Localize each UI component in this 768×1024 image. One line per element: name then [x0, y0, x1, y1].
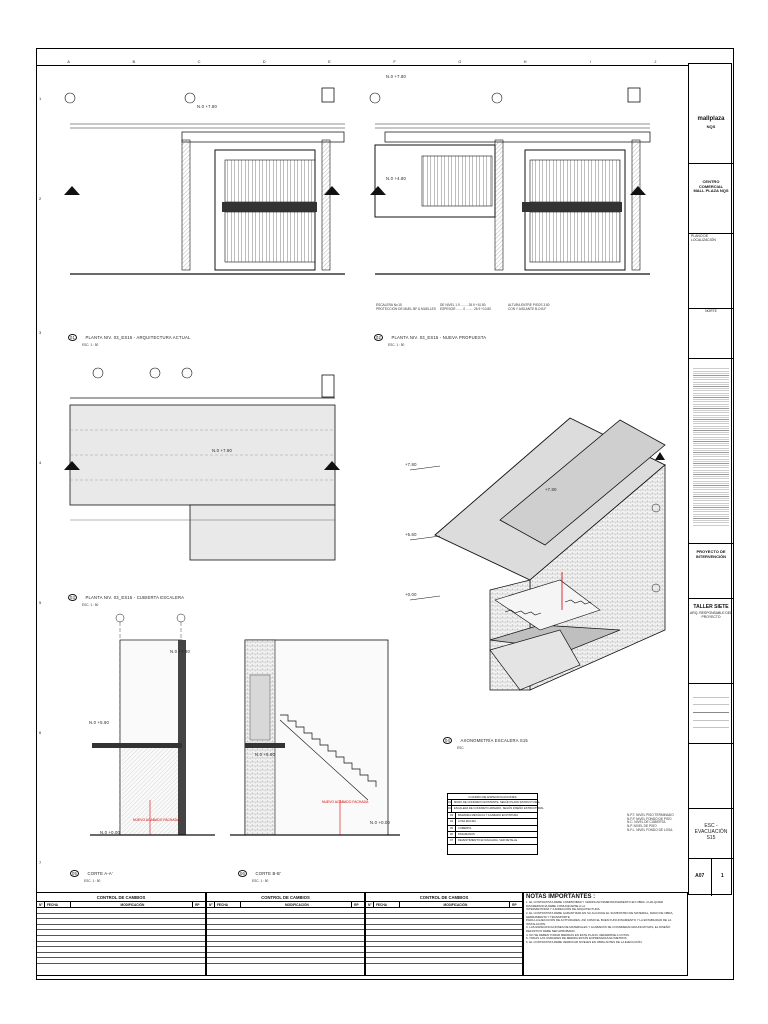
view-scale: ESC. 1 : 50: [388, 343, 405, 347]
view-number: 06: [240, 871, 246, 876]
table-title: CONTROL DE CAMBIOS: [37, 893, 205, 902]
legend-note: ALTURA ENTRE PISOS 3.80: [508, 303, 550, 307]
view-title: AXONOMETRÍA ESCALERA S15: [460, 738, 528, 743]
grid-row-label: 4: [39, 460, 42, 465]
sheet-title: ESC - EVACUACIÓN S15: [694, 823, 728, 841]
firm-name: TALLER SIETE: [693, 604, 729, 610]
view-scale: ESC.: [457, 746, 465, 750]
table-header: N° FECHA MODIFICACIÓN RP: [207, 902, 364, 908]
section-label: PROYECTO DE INTERVENCIÓN: [695, 549, 727, 559]
note-line: PARA LA EJECUCIÓN DE ACTIVIDADES, ASÍ COMO EL BUEN FUNCIONAMIENTO Y LA ESTABILIDAD DE LA INSTALACIÓN.: [526, 918, 672, 926]
level-tag: +7.80: [405, 462, 417, 467]
red-annotation: NUEVO ACABADO FACHADA: [322, 800, 369, 804]
signatures-cell: [689, 684, 733, 744]
table-title: CONTROL DE CAMBIOS: [207, 893, 364, 902]
table-row: 07 REVESTIMIENTO EN FACHADA, VER DETALLE: [448, 838, 537, 844]
grid-col-label: A: [67, 59, 70, 64]
level-tag: N.0 +0.00: [370, 820, 391, 825]
view-title: PLANTA NIV. 03_ES15 - NUEVA PROPUESTA: [391, 335, 487, 340]
table-row: 01 MURO DE CONCRETO EXISTENTE, SEGÚN PLANO ESTRUCTURAL: [448, 800, 537, 806]
view-title: CORTE A-A': [87, 871, 113, 876]
table-row: 03 BARANDA METÁLICA Y ACABADO EN PINTURA: [448, 813, 537, 819]
view-title: PLANTA NIV. 03_ES15 - ARQUITECTURA ACTUAL: [85, 335, 191, 340]
sheet-number-cell: [689, 859, 733, 896]
grid-col-label: H: [523, 59, 527, 64]
section-cell: [689, 544, 733, 599]
grid-row-label: 7: [39, 860, 42, 865]
project-name: CENTRO COMERCIAL MALL PLAZA NQS: [693, 179, 729, 194]
table-row: 06 PASAMANOS: [448, 832, 537, 838]
north-label: NORTE: [705, 309, 717, 313]
table-title: CUADRO DE ESPECIFICACIONES: [448, 794, 537, 800]
abbreviation: N.F.P. NIVEL FONDO DE PISO: [627, 816, 672, 821]
view-title-plan-nueva: [374, 326, 486, 348]
view-title-plan-cubierta: [68, 586, 184, 608]
brand-sub: NQS: [706, 124, 716, 129]
view-scale: ESC. 1 : 50: [82, 343, 99, 347]
grid-col-label: E: [328, 59, 331, 64]
change-control-table: [365, 892, 523, 976]
abbreviation: N.P. NIVEL DE PISO: [627, 824, 657, 829]
note-line: INTERVENTORÍA Y A DIRECCIÓN DE ARQUITECTURA.: [526, 907, 601, 912]
project-cell: [689, 164, 733, 234]
sheet-title-cell: [689, 809, 733, 859]
grid-row-label: 6: [39, 730, 42, 735]
axonometria: [410, 418, 665, 690]
important-notes: [523, 892, 688, 976]
view-scale: ESC. 1 : 50: [252, 879, 269, 883]
abbreviation: N.F.L. NIVEL FONDO DE LOSA: [627, 827, 673, 832]
title-block: [688, 63, 732, 895]
abbreviations-list: [627, 814, 685, 832]
view-number: 02: [376, 335, 382, 340]
level-tag: +7.80: [545, 487, 557, 492]
view-title-axonometria: [443, 729, 528, 751]
table-header: N° FECHA MODIFICACIÓN RP: [366, 902, 522, 908]
level-tag: N.0 +4.80: [386, 176, 407, 181]
note-line: 4. NO SE DEBEN TOMAR MEDIDAS EN ESTE PLANO, REFERIRSE A COTAS.: [526, 932, 630, 937]
note-line: 1. EL CONTRATISTA DEBE COMPROBAR Y VERIFICAR DIMENSIONAMIENTO EN OBRA. CUALQUIER DISCREPANCIA DEBE COMUNICARSE A LA: [526, 900, 664, 908]
revision-number: 1: [720, 873, 724, 879]
table-header: N° FECHA MODIFICACIÓN RP: [37, 902, 205, 908]
abbreviation: N.C. NIVEL DE CUBIERTA: [627, 820, 666, 825]
view-number: 05: [72, 871, 78, 876]
plan-actual: [64, 88, 345, 274]
red-annotation: NUEVO ACABADO FACHADA: [133, 818, 180, 822]
grid-col-label: I: [589, 59, 591, 64]
view-scale: ESC. 1 : 50: [82, 603, 99, 607]
level-tag: N.0 +5.60: [89, 720, 110, 725]
level-tag: N.0 +5.60: [255, 752, 276, 757]
corte-b: [230, 640, 400, 835]
level-tag: +0.00: [405, 592, 417, 597]
view-number: 04: [445, 738, 451, 743]
note-line: 6. EL CONTRATISTA DEBE VERIFICAR NIVELES EN OBRA ANTES DE LA EJECUCIÓN.: [526, 939, 643, 944]
note-line: 5. TODAS LAS UNIDADES DE MEDIDA ESTÁN EXPRESADAS EN METROS.: [526, 936, 628, 941]
view-title-corte-a: [70, 862, 113, 884]
table-row: 04 LOSA MACIZA: [448, 819, 537, 825]
change-control-table: [206, 892, 365, 976]
firm-cell: [689, 599, 733, 684]
location-label: PLANO DE LOCALIZACIÓN: [691, 234, 716, 243]
blank-cell: [689, 744, 733, 809]
firm-sub: ARQ. RESPONSABLE DEL PROYECTO: [689, 610, 733, 619]
note-line: 3. LAS ESPECIFICACIONES DE MATERIALES Y ACABADOS SE CONSIDERAN ENUNCIATIVAS, EL DISEÑO DEFINITIVO DEBE SER APROBADO.: [526, 925, 671, 933]
specifications-table: [447, 793, 544, 855]
legend-note: CON Y AISLANTE B.O.B.F: [508, 306, 547, 311]
brand-name: mallplaza: [697, 116, 725, 122]
legend-notes-left: [376, 304, 436, 311]
view-title-plan-actual: [68, 326, 191, 348]
location-cell: [689, 234, 733, 309]
level-tag: N.0 +7.80: [212, 448, 233, 453]
note-line: 2. EL CONTRATISTA DEBE GARANTIZAR EN SU ALCANCE EL SUMINISTRO DE MATERIAL, MANO DE OBRA, HERRAMIENTA Y TRANSPORTE: [526, 910, 674, 919]
view-number: 01: [70, 335, 76, 340]
notes-title: NOTAS IMPORTANTES :: [526, 894, 596, 900]
grid-row-label: 2: [39, 196, 42, 201]
legend-notes-right: [508, 304, 568, 311]
level-tag: N.0 +7.80: [197, 104, 218, 109]
table-row: 02 ESCALERA DE CONCRETO ARMADO, SEGÚN DISEÑO ESTRUCTURAL: [448, 806, 537, 812]
view-title: CORTE B-B': [255, 871, 282, 876]
view-title: PLANTA NIV. 03_ES15 - CUBIERTA ESCALERA: [85, 595, 185, 600]
grid-col-label: B: [132, 59, 136, 64]
grid-col-label: G: [458, 59, 462, 64]
table-title: CONTROL DE CAMBIOS: [366, 893, 522, 902]
grid-row-label: 3: [39, 330, 42, 335]
legend-note: DE NIVEL 1.9 ........ 26.9 +10.80: [440, 303, 486, 307]
legend-note: ESCALERA Nv.15: [376, 303, 402, 307]
grid-col-label: D: [262, 59, 266, 64]
abbreviation: N.P.T. NIVEL PISO TERMINADO: [627, 813, 674, 817]
plan-nueva: [370, 88, 650, 274]
level-tag: +5.60: [405, 532, 417, 537]
legend-notes-mid: [440, 304, 500, 311]
view-title-corte-b: [238, 862, 281, 884]
plan-cubierta: [64, 368, 340, 560]
grid-col-label: F: [393, 59, 396, 64]
change-control-table: [36, 892, 206, 976]
grid-col-label: J: [654, 59, 657, 64]
grid-row-label: 5: [39, 600, 42, 605]
general-notes-cell: [689, 359, 733, 544]
level-tag: N.0 +7.80: [386, 74, 407, 79]
grid-row-label: 1: [39, 96, 42, 101]
level-tag: N.0 +0.00: [100, 830, 121, 835]
brand-cell: [689, 64, 733, 164]
view-number: 03: [70, 595, 76, 600]
sheet-number: A07: [689, 859, 712, 896]
level-tag: N.0 +7.80: [170, 649, 191, 654]
legend-note: PROTECCION DE MUEL BF & MUELLES: [376, 306, 436, 311]
grid-col-label: C: [197, 59, 201, 64]
north-cell: [689, 309, 733, 359]
legend-note: ESPESOR ....... 0 ........ 26.9 +10.80: [440, 306, 491, 311]
view-scale: ESC. 1 : 50: [84, 879, 101, 883]
table-row: 05 CUBIERTA: [448, 826, 537, 832]
